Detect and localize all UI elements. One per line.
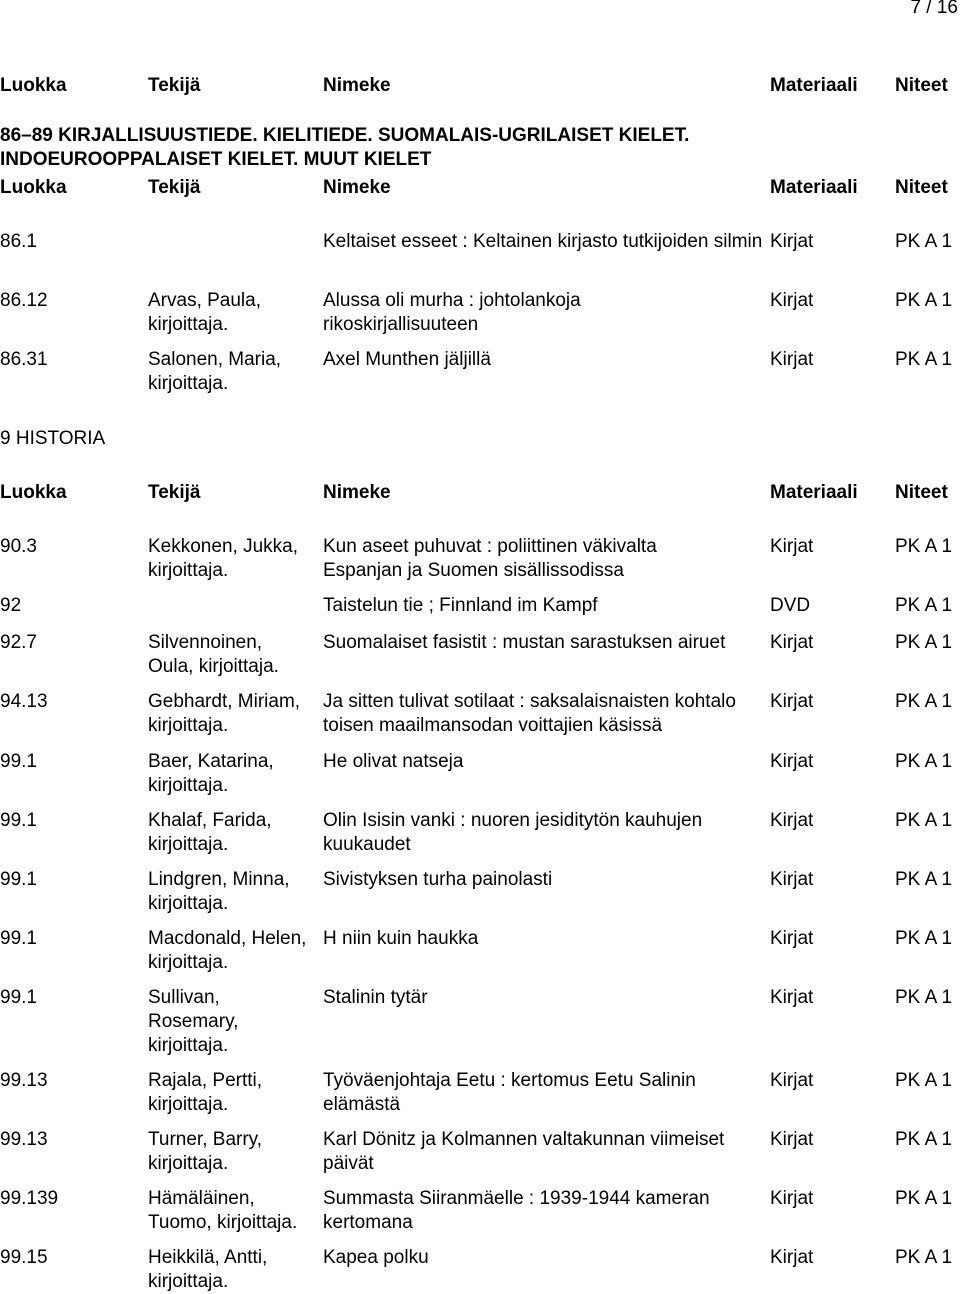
section-title: 86–89 KIRJALLISUUSTIEDE. KIELITIEDE. SUOMALAIS-UGRILAISET KIELET. INDOEUROOPPALAISET KIELET. MUUT KIELET [0, 125, 690, 170]
cell-luokka: 99.15 [0, 1247, 48, 1268]
cell-nimeke: H niin kuin haukka [323, 928, 479, 949]
cell-luokka: 99.13 [0, 1129, 48, 1150]
cell-materiaali: Kirjat [770, 1188, 814, 1209]
cell-nimeke: He olivat natseja [323, 751, 464, 772]
cell-nimeke: Karl Dönitz ja Kolmannen valtakunnan viimeiset päivät [323, 1129, 725, 1174]
cell-luokka: 86.1 [0, 231, 37, 252]
cell-materiaali: Kirjat [770, 751, 814, 772]
cell-luokka: 94.13 [0, 691, 48, 712]
col-nimeke-header: Nimeke [323, 482, 391, 503]
col-nimeke-header: Nimeke [323, 177, 391, 198]
cell-nimeke: Olin Isisin vanki : nuoren jesiditytön kauhujen kuukaudet [323, 810, 703, 855]
cell-tekija: Hämäläinen, Tuomo, kirjoittaja. [148, 1188, 298, 1233]
cell-nimeke: Ja sitten tulivat sotilaat : saksalaisnaisten kohtalo toisen maailmansodan voittajien käsissä [323, 691, 736, 736]
col-tekija-header: Tekijä [148, 75, 201, 96]
col-tekija-header: Tekijä [148, 177, 201, 198]
cell-niteet: PK A 1 [895, 349, 953, 370]
cell-materiaali: Kirjat [770, 290, 814, 311]
cell-niteet: PK A 1 [895, 1247, 953, 1268]
col-nimeke-header: Nimeke [323, 75, 391, 96]
cell-materiaali: Kirjat [770, 987, 814, 1008]
cell-nimeke: Alussa oli murha : johtolankoja rikoskirjallisuuteen [323, 290, 581, 335]
cell-tekija: Sullivan, Rosemary, kirjoittaja. [148, 987, 239, 1056]
cell-materiaali: Kirjat [770, 1247, 814, 1268]
cell-niteet: PK A 1 [895, 810, 953, 831]
col-niteet-header: Niteet [895, 482, 948, 503]
cell-luokka: 99.1 [0, 751, 37, 772]
cell-luokka: 92.7 [0, 632, 37, 653]
cell-materiaali: DVD [770, 595, 811, 616]
col-materiaali-header: Materiaali [770, 177, 858, 198]
cell-niteet: PK A 1 [895, 751, 953, 772]
cell-luokka: 99.1 [0, 810, 37, 831]
cell-luokka: 99.139 [0, 1188, 59, 1209]
cell-niteet: PK A 1 [895, 231, 953, 252]
cell-materiaali: Kirjat [770, 349, 814, 370]
cell-luokka: 90.3 [0, 536, 37, 557]
cell-niteet: PK A 1 [895, 869, 953, 890]
cell-nimeke: Työväenjohtaja Eetu : kertomus Eetu Salinin elämästä [323, 1070, 696, 1115]
cell-luokka: 99.13 [0, 1070, 48, 1091]
cell-niteet: PK A 1 [895, 691, 953, 712]
cell-nimeke: Stalinin tytär [323, 987, 428, 1008]
cell-luokka: 99.1 [0, 928, 37, 949]
cell-niteet: PK A 1 [895, 928, 953, 949]
cell-tekija: Silvennoinen, Oula, kirjoittaja. [148, 632, 279, 677]
cell-tekija: Salonen, Maria, kirjoittaja. [148, 349, 282, 394]
col-niteet-header: Niteet [895, 177, 948, 198]
cell-tekija: Lindgren, Minna, kirjoittaja. [148, 869, 290, 914]
column-header-row [0, 177, 960, 201]
cell-materiaali: Kirjat [770, 691, 814, 712]
cell-nimeke: Suomalaiset fasistit : mustan sarastuksen airuet [323, 632, 726, 653]
cell-materiaali: Kirjat [770, 536, 814, 557]
cell-nimeke: Kapea polku [323, 1247, 429, 1268]
cell-tekija: Turner, Barry, kirjoittaja. [148, 1129, 263, 1174]
cell-tekija: Macdonald, Helen, kirjoittaja. [148, 928, 307, 973]
col-tekija-header: Tekijä [148, 482, 201, 503]
cell-nimeke: Kun aseet puhuvat : poliittinen väkivalta Espanjan ja Suomen sisällissodissa [323, 536, 657, 581]
cell-luokka: 86.12 [0, 290, 48, 311]
cell-luokka: 92 [0, 595, 22, 616]
cell-nimeke: Keltaiset esseet : Keltainen kirjasto tutkijoiden silmin [323, 231, 763, 252]
cell-niteet: PK A 1 [895, 536, 953, 557]
column-header-row [0, 75, 960, 99]
cell-nimeke: Axel Munthen jäljillä [323, 349, 491, 370]
cell-nimeke: Sivistyksen turha painolasti [323, 869, 553, 890]
cell-tekija: Rajala, Pertti, kirjoittaja. [148, 1070, 263, 1115]
column-header-row [0, 482, 960, 506]
section-title: 9 HISTORIA [0, 428, 106, 449]
col-materiaali-header: Materiaali [770, 75, 858, 96]
cell-niteet: PK A 1 [895, 290, 953, 311]
cell-tekija: Kekkonen, Jukka, kirjoittaja. [148, 536, 298, 581]
cell-niteet: PK A 1 [895, 1129, 953, 1150]
cell-luokka: 86.31 [0, 349, 48, 370]
cell-tekija: Arvas, Paula, kirjoittaja. [148, 290, 261, 335]
cell-tekija: Baer, Katarina, kirjoittaja. [148, 751, 274, 796]
cell-materiaali: Kirjat [770, 1129, 814, 1150]
col-niteet-header: Niteet [895, 75, 948, 96]
cell-tekija: Gebhardt, Miriam, kirjoittaja. [148, 691, 301, 736]
cell-niteet: PK A 1 [895, 1070, 953, 1091]
cell-luokka: 99.1 [0, 987, 37, 1008]
cell-materiaali: Kirjat [770, 632, 814, 653]
cell-niteet: PK A 1 [895, 595, 953, 616]
cell-luokka: 99.1 [0, 869, 37, 890]
cell-tekija: Khalaf, Farida, kirjoittaja. [148, 810, 272, 855]
cell-nimeke: Taistelun tie ; Finnland im Kampf [323, 595, 598, 616]
col-luokka-header: Luokka [0, 482, 67, 503]
cell-niteet: PK A 1 [895, 632, 953, 653]
cell-niteet: PK A 1 [895, 987, 953, 1008]
page-number: 7 / 16 [910, 0, 958, 18]
col-luokka-header: Luokka [0, 75, 67, 96]
col-materiaali-header: Materiaali [770, 482, 858, 503]
cell-materiaali: Kirjat [770, 1070, 814, 1091]
cell-materiaali: Kirjat [770, 928, 814, 949]
cell-materiaali: Kirjat [770, 869, 814, 890]
col-luokka-header: Luokka [0, 177, 67, 198]
cell-tekija: Heikkilä, Antti, kirjoittaja. [148, 1247, 268, 1292]
cell-materiaali: Kirjat [770, 231, 814, 252]
cell-niteet: PK A 1 [895, 1188, 953, 1209]
cell-nimeke: Summasta Siiranmäelle : 1939-1944 kameran kertomana [323, 1188, 710, 1233]
cell-materiaali: Kirjat [770, 810, 814, 831]
